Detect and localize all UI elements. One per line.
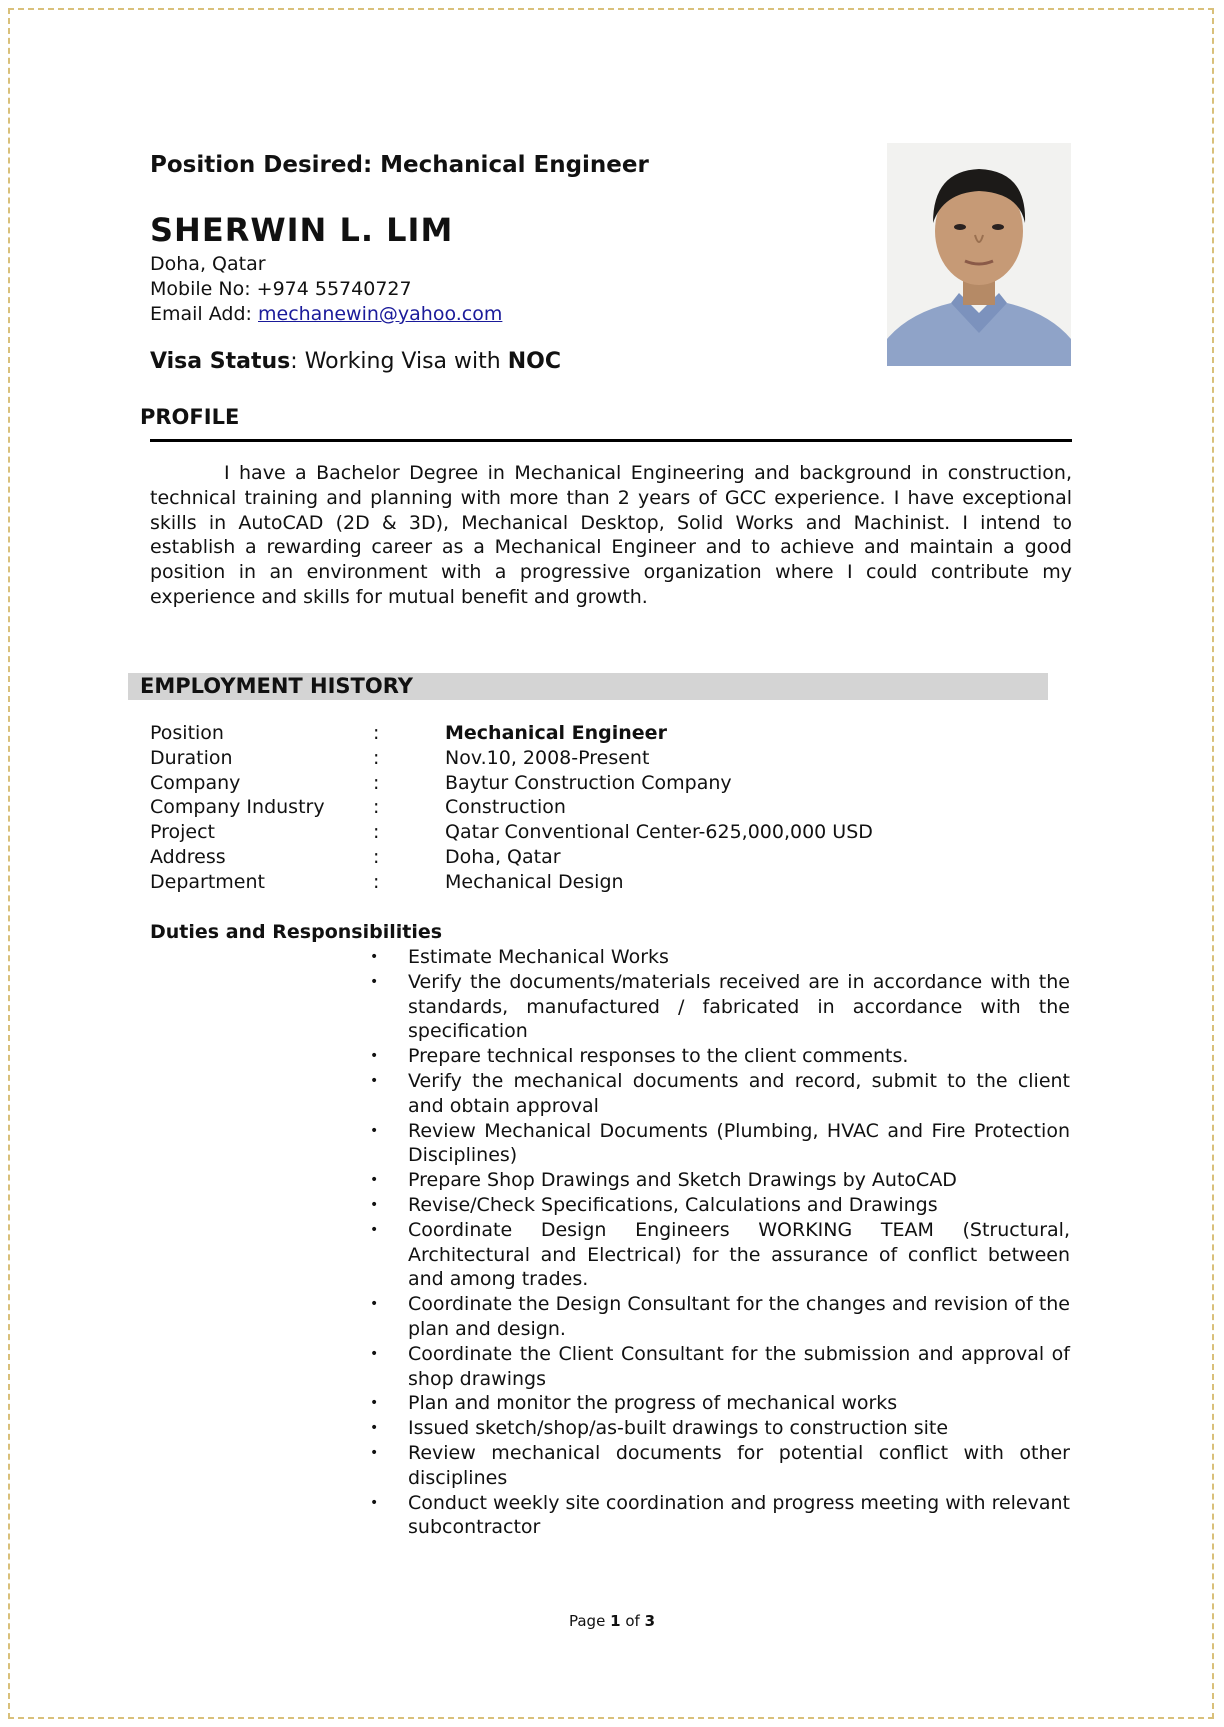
email-line	[150, 303, 502, 325]
bullet: •	[370, 1420, 379, 1437]
bullet: •	[370, 1172, 379, 1189]
location: Doha, Qatar	[150, 253, 266, 275]
profile-divider	[150, 439, 1072, 442]
duty-text: Review mechanical documents for potential conflict with other disciplines	[408, 1441, 1070, 1489]
field-row-company	[150, 772, 1050, 797]
field-colon: :	[373, 746, 380, 769]
field-label: Address	[150, 846, 226, 868]
list-item	[370, 1416, 1070, 1441]
field-value: Construction	[445, 796, 566, 819]
candidate-name: SHERWIN L. LIM	[150, 211, 454, 249]
visa-text: Working Visa with	[304, 349, 501, 374]
duties-heading: Duties and Responsibilities	[150, 921, 443, 943]
list-item	[370, 1441, 1070, 1491]
page-footer	[0, 1612, 1224, 1630]
field-value: Doha, Qatar	[445, 846, 561, 868]
duty-text: Review Mechanical Documents (Plumbing, HVAC and Fire Protection Disciplines)	[408, 1119, 1070, 1167]
field-value: Qatar Conventional Center-625,000,000 USD	[445, 821, 873, 844]
bullet: •	[370, 1072, 379, 1089]
list-item	[370, 970, 1070, 1044]
field-value: Nov.10, 2008-Present	[445, 746, 650, 769]
duty-text: Revise/Check Specifications, Calculations and Drawings	[408, 1193, 938, 1216]
field-value: Baytur Construction Company	[445, 771, 732, 794]
list-item	[370, 1168, 1070, 1193]
duty-text: Verify the documents/materials received are in accordance with the standards, manufactured / fabricated in accordance with the specification	[408, 970, 1070, 1043]
of-word: of	[625, 1612, 640, 1630]
page-current: 1	[610, 1612, 621, 1630]
list-item	[370, 1342, 1070, 1392]
list-item	[370, 945, 1070, 970]
bullet: •	[370, 1122, 379, 1139]
field-colon: :	[373, 846, 380, 868]
field-label: Company Industry	[150, 796, 325, 819]
mobile-label: Mobile No:	[150, 278, 251, 300]
list-item	[370, 1193, 1070, 1218]
field-colon: :	[373, 771, 380, 794]
field-colon: :	[373, 870, 380, 893]
field-label: Company	[150, 771, 241, 794]
field-colon: :	[373, 821, 380, 844]
list-item	[370, 1491, 1070, 1541]
mobile-number: +974 55740727	[256, 278, 412, 300]
bullet: •	[370, 1221, 379, 1238]
field-label: Position	[150, 722, 224, 744]
bullet: •	[370, 1196, 379, 1213]
photo-portrait-image	[887, 143, 1071, 366]
duty-text: Coordinate Design Engineers WORKING TEAM (Structural, Architectural and Electrical) for the assurance of conflict between and among trades.	[408, 1218, 1070, 1291]
bullet: •	[370, 1395, 379, 1412]
field-row-company-industry	[150, 796, 1050, 821]
list-item	[370, 1069, 1070, 1119]
bullet: •	[370, 1494, 379, 1511]
profile-summary	[150, 461, 1072, 610]
bullet: •	[370, 1296, 379, 1313]
duty-text: Issued sketch/shop/as-built drawings to construction site	[408, 1417, 949, 1440]
page-total: 3	[644, 1612, 655, 1630]
duty-text: Verify the mechanical documents and record, submit to the client and obtain approval	[408, 1069, 1070, 1117]
profile-heading: PROFILE	[140, 405, 240, 429]
field-label: Duration	[150, 746, 233, 769]
field-value: Mechanical Design	[445, 870, 624, 893]
employment-heading: EMPLOYMENT HISTORY	[140, 674, 413, 698]
visa-label: Visa Status	[150, 349, 291, 374]
bullet: •	[370, 973, 379, 990]
page-word: Page	[568, 1612, 606, 1630]
field-colon: :	[373, 796, 380, 819]
bullet: •	[370, 949, 379, 965]
duty-text: Conduct weekly site coordination and progress meeting with relevant subcontractor	[408, 1491, 1070, 1539]
list-item	[370, 1292, 1070, 1342]
field-colon: :	[373, 722, 380, 744]
duty-text: Plan and monitor the progress of mechanical works	[408, 1392, 898, 1415]
field-label: Department	[150, 870, 265, 893]
email-label: Email Add:	[150, 303, 252, 325]
bullet: •	[370, 1444, 379, 1461]
email-link[interactable]: mechanewin@yahoo.com	[258, 303, 503, 325]
bullet: •	[370, 1048, 379, 1065]
duty-text: Coordinate the Design Consultant for the changes and revision of the plan and design.	[408, 1293, 1070, 1340]
field-label: Project	[150, 821, 216, 844]
list-item	[370, 1044, 1070, 1069]
field-row-address	[150, 846, 1050, 871]
visa-colon: :	[290, 349, 298, 374]
field-row-position	[150, 722, 1050, 747]
mobile-line	[150, 278, 412, 300]
duty-text: Prepare technical responses to the client comments.	[408, 1045, 909, 1068]
visa-noc: NOC	[507, 349, 561, 374]
list-item	[370, 1119, 1070, 1169]
profile-photo	[887, 143, 1071, 366]
visa-status	[150, 349, 561, 374]
field-row-project	[150, 821, 1050, 846]
list-item	[370, 1218, 1070, 1292]
bullet: •	[370, 1345, 379, 1362]
field-row-duration	[150, 747, 1050, 772]
profile-text: I have a Bachelor Degree in Mechanical Engineering and background in construction, technical training and planning with more than 2 years of GCC experience. I have exceptional skills in AutoCAD (2D & 3D), Mechanical Desktop, Solid Works and Machinist. I intend to establish a rewarding career as a Mechanical Engineer and to achieve and maintain a good position in an environment with a progressive organization where I could contribute my experience and skills for mutual benefit and growth.	[150, 462, 1072, 608]
field-value: Mechanical Engineer	[445, 722, 667, 744]
position-desired: Position Desired: Mechanical Engineer	[150, 152, 649, 178]
duty-text: Prepare Shop Drawings and Sketch Drawings by AutoCAD	[408, 1169, 957, 1192]
list-item	[370, 1391, 1070, 1416]
duty-text: Coordinate the Client Consultant for the submission and approval of shop drawings	[408, 1342, 1070, 1390]
duties-list	[370, 945, 1070, 1540]
field-row-department	[150, 871, 1050, 896]
duty-text: Estimate Mechanical Works	[408, 946, 669, 968]
